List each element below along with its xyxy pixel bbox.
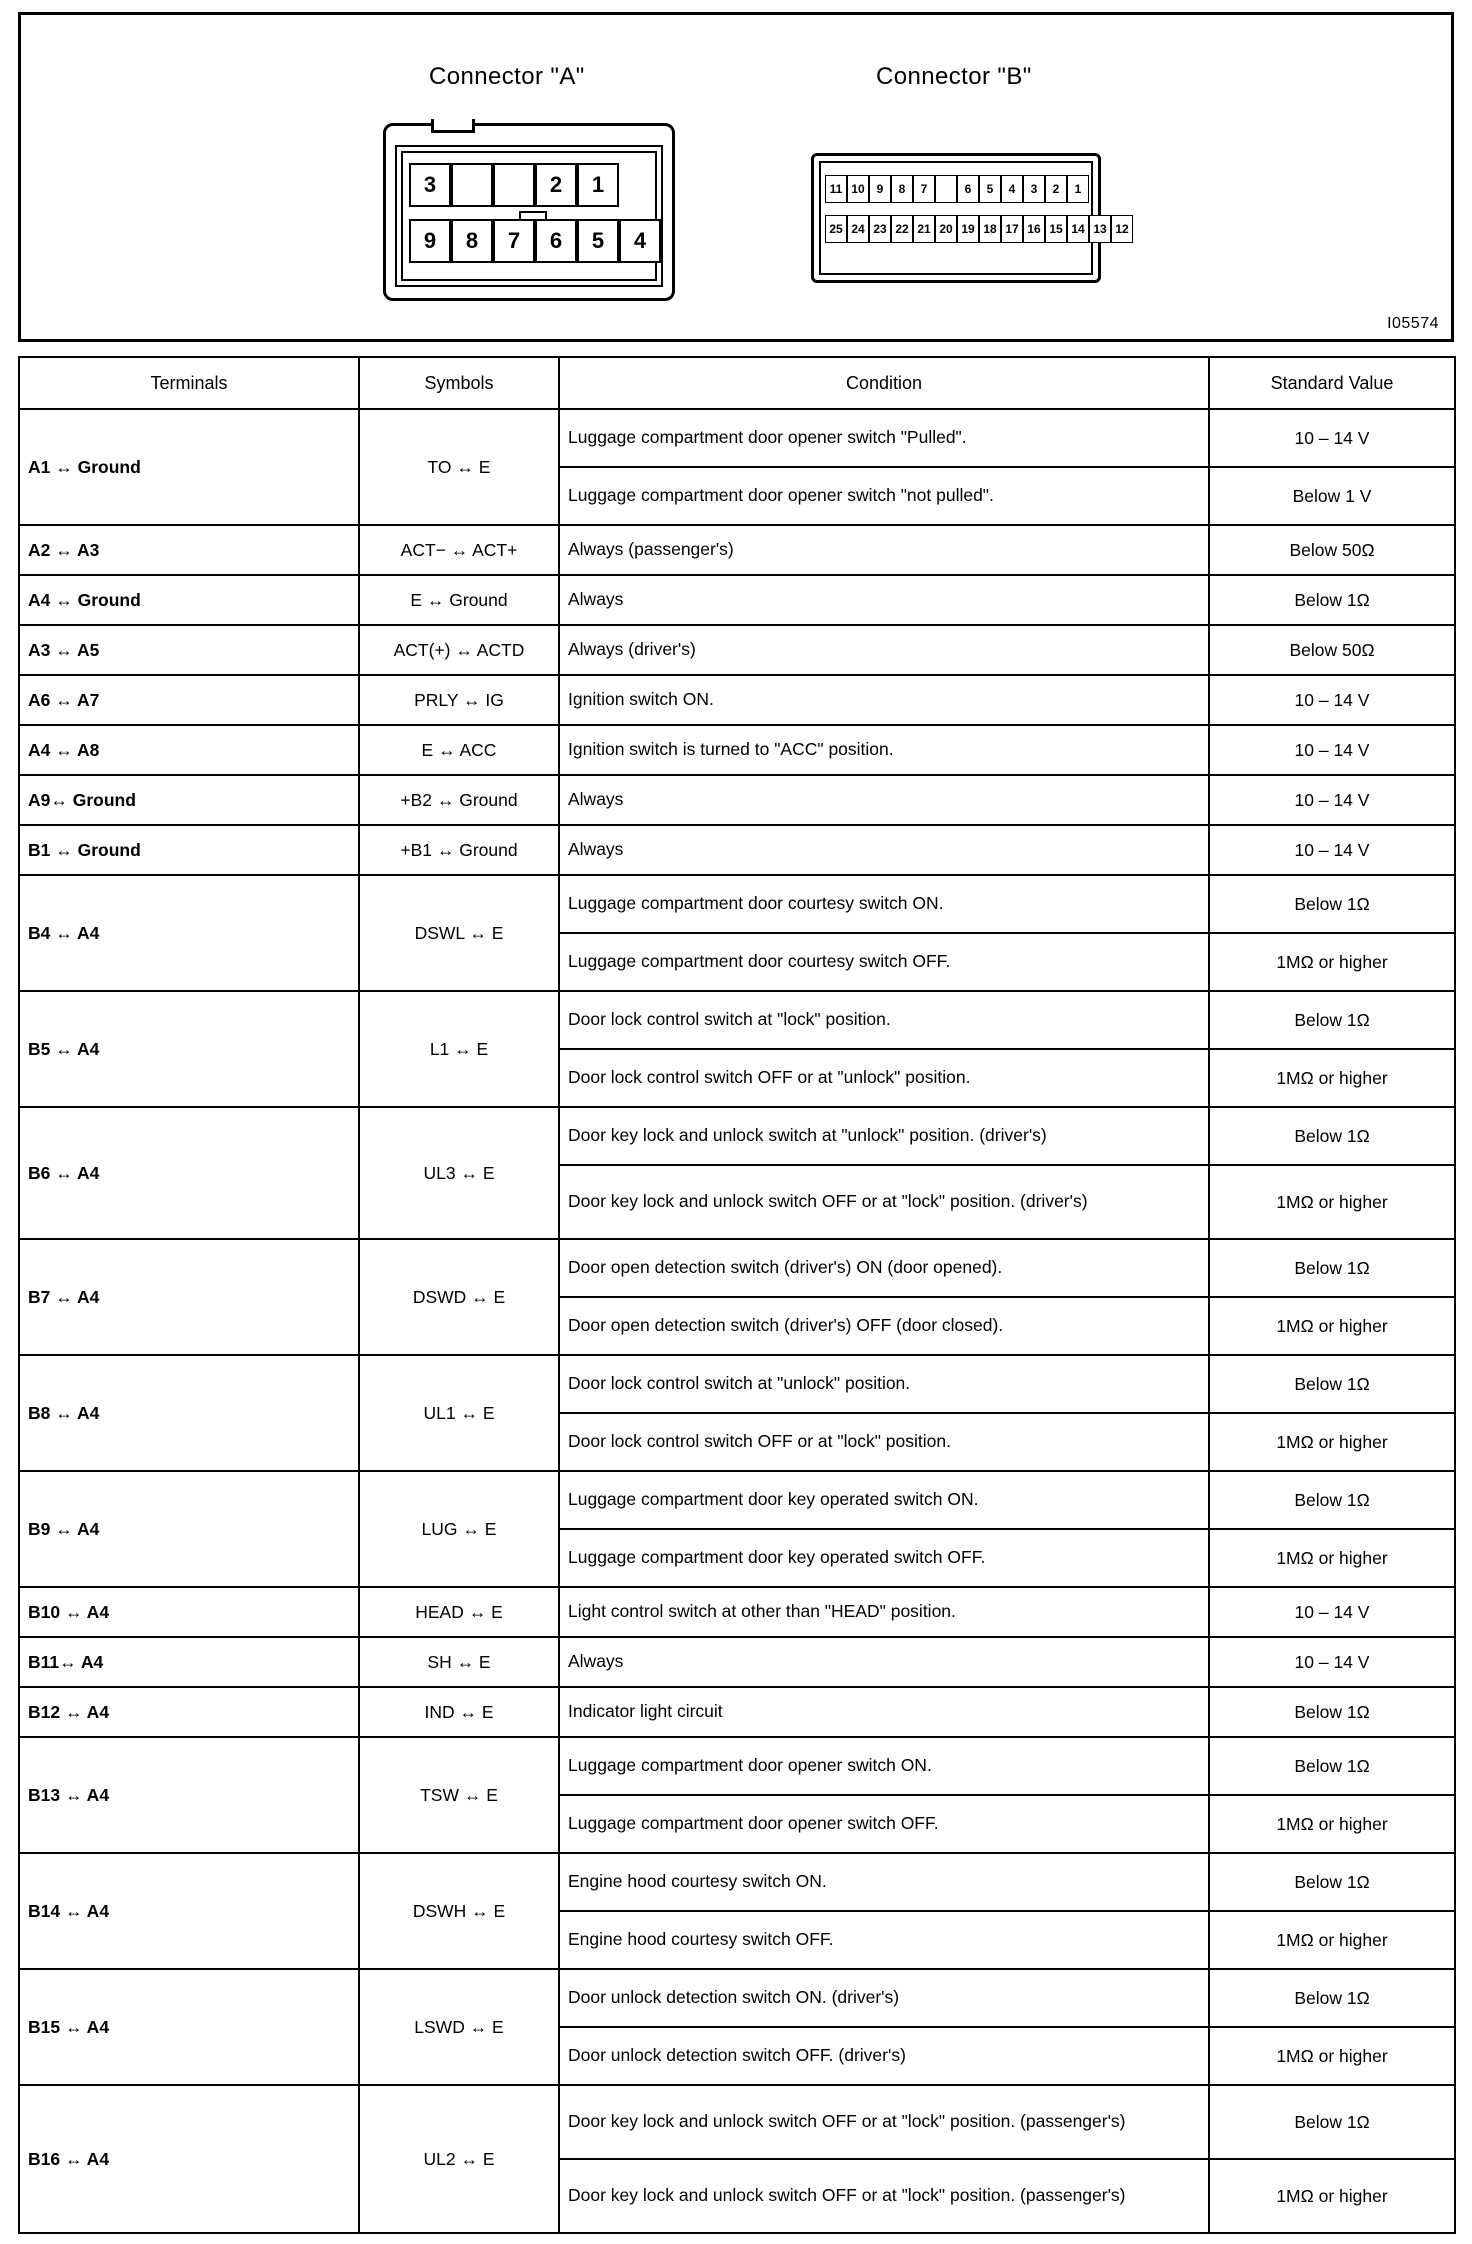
cell-symbols: UL1 ↔ E bbox=[359, 1355, 559, 1471]
cell-condition: Door key lock and unlock switch OFF or at "lock" position. (driver's) bbox=[559, 1165, 1209, 1239]
pin-5: 5 bbox=[577, 219, 619, 263]
cell-condition: Engine hood courtesy switch ON. bbox=[559, 1853, 1209, 1911]
cell-standard-value: Below 1 V bbox=[1209, 467, 1455, 525]
cell-symbols: LSWD ↔ E bbox=[359, 1969, 559, 2085]
pin-3: 3 bbox=[409, 163, 451, 207]
table-row bbox=[19, 875, 1455, 933]
cell-standard-value: 10 – 14 V bbox=[1209, 725, 1455, 775]
cell-condition: Luggage compartment door opener switch "not pulled". bbox=[559, 467, 1209, 525]
cell-terminals: B8 ↔ A4 bbox=[19, 1355, 359, 1471]
cell-condition: Door open detection switch (driver's) ON (door opened). bbox=[559, 1239, 1209, 1297]
cell-terminals: B11↔ A4 bbox=[19, 1637, 359, 1687]
pin-5: 5 bbox=[979, 175, 1001, 203]
cell-terminals: B15 ↔ A4 bbox=[19, 1969, 359, 2085]
cell-condition: Ignition switch ON. bbox=[559, 675, 1209, 725]
cell-standard-value: Below 1Ω bbox=[1209, 1969, 1455, 2027]
pin-12: 12 bbox=[1111, 215, 1133, 243]
pin-6: 6 bbox=[957, 175, 979, 203]
cell-terminals: A6 ↔ A7 bbox=[19, 675, 359, 725]
table-row bbox=[19, 725, 1455, 775]
pin-6: 6 bbox=[535, 219, 577, 263]
table-row bbox=[19, 1471, 1455, 1529]
pin-18: 18 bbox=[979, 215, 1001, 243]
cell-symbols: E ↔ ACC bbox=[359, 725, 559, 775]
cell-condition: Door lock control switch at "unlock" position. bbox=[559, 1355, 1209, 1413]
cell-terminals: A4 ↔ Ground bbox=[19, 575, 359, 625]
cell-standard-value: Below 1Ω bbox=[1209, 875, 1455, 933]
cell-condition: Door key lock and unlock switch OFF or at "lock" position. (passenger's) bbox=[559, 2159, 1209, 2233]
pin-25: 25 bbox=[825, 215, 847, 243]
table-row bbox=[19, 2085, 1455, 2159]
cell-symbols: +B2 ↔ Ground bbox=[359, 775, 559, 825]
connector-b-drawing bbox=[811, 153, 1129, 283]
cell-standard-value: 1MΩ or higher bbox=[1209, 1911, 1455, 1969]
cell-symbols: TO ↔ E bbox=[359, 409, 559, 525]
cell-standard-value: 10 – 14 V bbox=[1209, 825, 1455, 875]
cell-condition: Always bbox=[559, 775, 1209, 825]
cell-standard-value: 1MΩ or higher bbox=[1209, 1297, 1455, 1355]
cell-condition: Door lock control switch OFF or at "lock" position. bbox=[559, 1413, 1209, 1471]
header-terminals: Terminals bbox=[19, 357, 359, 409]
cell-standard-value: Below 1Ω bbox=[1209, 991, 1455, 1049]
cell-standard-value: 1MΩ or higher bbox=[1209, 2159, 1455, 2233]
cell-standard-value: Below 1Ω bbox=[1209, 575, 1455, 625]
cell-terminals: B9 ↔ A4 bbox=[19, 1471, 359, 1587]
table-row bbox=[19, 1239, 1455, 1297]
cell-terminals: B5 ↔ A4 bbox=[19, 991, 359, 1107]
connector-a-tab bbox=[519, 211, 547, 219]
cell-symbols: ACT− ↔ ACT+ bbox=[359, 525, 559, 575]
cell-standard-value: Below 50Ω bbox=[1209, 625, 1455, 675]
cell-standard-value: Below 1Ω bbox=[1209, 1737, 1455, 1795]
cell-terminals: B13 ↔ A4 bbox=[19, 1737, 359, 1853]
cell-standard-value: Below 1Ω bbox=[1209, 1853, 1455, 1911]
pin-1: 1 bbox=[577, 163, 619, 207]
table-row bbox=[19, 825, 1455, 875]
table-row bbox=[19, 991, 1455, 1049]
cell-symbols: PRLY ↔ IG bbox=[359, 675, 559, 725]
cell-condition: Always bbox=[559, 825, 1209, 875]
cell-terminals: B10 ↔ A4 bbox=[19, 1587, 359, 1637]
pin-blank bbox=[451, 163, 493, 207]
cell-terminals: B7 ↔ A4 bbox=[19, 1239, 359, 1355]
cell-terminals: A9↔ Ground bbox=[19, 775, 359, 825]
cell-symbols: ACT(+) ↔ ACTD bbox=[359, 625, 559, 675]
cell-condition: Door unlock detection switch OFF. (driver's) bbox=[559, 2027, 1209, 2085]
header-standard-value: Standard Value bbox=[1209, 357, 1455, 409]
cell-condition: Indicator light circuit bbox=[559, 1687, 1209, 1737]
cell-standard-value: 1MΩ or higher bbox=[1209, 933, 1455, 991]
table-row bbox=[19, 1355, 1455, 1413]
cell-condition: Ignition switch is turned to "ACC" position. bbox=[559, 725, 1209, 775]
pin-blank bbox=[493, 163, 535, 207]
header-symbols: Symbols bbox=[359, 357, 559, 409]
cell-terminals: A1 ↔ Ground bbox=[19, 409, 359, 525]
connector-b-top-pin-row bbox=[825, 175, 1089, 203]
cell-standard-value: 10 – 14 V bbox=[1209, 1637, 1455, 1687]
pin-7: 7 bbox=[493, 219, 535, 263]
cell-condition: Door unlock detection switch ON. (driver's) bbox=[559, 1969, 1209, 2027]
pin-23: 23 bbox=[869, 215, 891, 243]
table-row bbox=[19, 1637, 1455, 1687]
connector-a-title: Connector "A" bbox=[429, 63, 585, 90]
pin-2: 2 bbox=[535, 163, 577, 207]
cell-terminals: B1 ↔ Ground bbox=[19, 825, 359, 875]
cell-terminals: B14 ↔ A4 bbox=[19, 1853, 359, 1969]
table-row bbox=[19, 1107, 1455, 1165]
cell-condition: Door open detection switch (driver's) OFF (door closed). bbox=[559, 1297, 1209, 1355]
cell-condition: Engine hood courtesy switch OFF. bbox=[559, 1911, 1209, 1969]
cell-symbols: SH ↔ E bbox=[359, 1637, 559, 1687]
cell-condition: Luggage compartment door courtesy switch ON. bbox=[559, 875, 1209, 933]
pin-22: 22 bbox=[891, 215, 913, 243]
table-row bbox=[19, 1969, 1455, 2027]
connector-a-notch bbox=[431, 119, 475, 133]
cell-condition: Always bbox=[559, 575, 1209, 625]
cell-standard-value: 1MΩ or higher bbox=[1209, 1529, 1455, 1587]
header-condition: Condition bbox=[559, 357, 1209, 409]
cell-symbols: DSWH ↔ E bbox=[359, 1853, 559, 1969]
table-row bbox=[19, 625, 1455, 675]
cell-condition: Light control switch at other than "HEAD" position. bbox=[559, 1587, 1209, 1637]
cell-symbols: IND ↔ E bbox=[359, 1687, 559, 1737]
cell-condition: Door lock control switch at "lock" position. bbox=[559, 991, 1209, 1049]
cell-symbols: TSW ↔ E bbox=[359, 1737, 559, 1853]
cell-standard-value: Below 1Ω bbox=[1209, 1239, 1455, 1297]
pin-2: 2 bbox=[1045, 175, 1067, 203]
cell-standard-value: 10 – 14 V bbox=[1209, 1587, 1455, 1637]
cell-terminals: B4 ↔ A4 bbox=[19, 875, 359, 991]
pin-19: 19 bbox=[957, 215, 979, 243]
pin-10: 10 bbox=[847, 175, 869, 203]
connector-diagram bbox=[18, 12, 1454, 342]
pin-blank bbox=[935, 175, 957, 203]
cell-condition: Always (passenger's) bbox=[559, 525, 1209, 575]
cell-standard-value: 10 – 14 V bbox=[1209, 675, 1455, 725]
pin-4: 4 bbox=[1001, 175, 1023, 203]
cell-condition: Luggage compartment door opener switch "Pulled". bbox=[559, 409, 1209, 467]
cell-condition: Always (driver's) bbox=[559, 625, 1209, 675]
table-row bbox=[19, 409, 1455, 467]
table-row bbox=[19, 1587, 1455, 1637]
pin-16: 16 bbox=[1023, 215, 1045, 243]
cell-standard-value: 1MΩ or higher bbox=[1209, 2027, 1455, 2085]
cell-terminals: B6 ↔ A4 bbox=[19, 1107, 359, 1239]
cell-symbols: LUG ↔ E bbox=[359, 1471, 559, 1587]
pin-15: 15 bbox=[1045, 215, 1067, 243]
cell-terminals: B12 ↔ A4 bbox=[19, 1687, 359, 1737]
cell-terminals: A2 ↔ A3 bbox=[19, 525, 359, 575]
pin-14: 14 bbox=[1067, 215, 1089, 243]
cell-condition: Luggage compartment door opener switch ON. bbox=[559, 1737, 1209, 1795]
cell-condition: Luggage compartment door key operated switch OFF. bbox=[559, 1529, 1209, 1587]
cell-condition: Door key lock and unlock switch at "unlock" position. (driver's) bbox=[559, 1107, 1209, 1165]
cell-condition: Luggage compartment door opener switch OFF. bbox=[559, 1795, 1209, 1853]
pin-21: 21 bbox=[913, 215, 935, 243]
table-row bbox=[19, 1737, 1455, 1795]
pin-3: 3 bbox=[1023, 175, 1045, 203]
pin-8: 8 bbox=[451, 219, 493, 263]
table-row bbox=[19, 675, 1455, 725]
cell-condition: Door key lock and unlock switch OFF or at "lock" position. (passenger's) bbox=[559, 2085, 1209, 2159]
pin-9: 9 bbox=[409, 219, 451, 263]
cell-condition: Always bbox=[559, 1637, 1209, 1687]
cell-standard-value: Below 1Ω bbox=[1209, 1355, 1455, 1413]
table-header-row bbox=[19, 357, 1455, 409]
cell-terminals: A3 ↔ A5 bbox=[19, 625, 359, 675]
pin-4: 4 bbox=[619, 219, 661, 263]
figure-id: I05574 bbox=[1387, 315, 1439, 332]
cell-symbols: DSWD ↔ E bbox=[359, 1239, 559, 1355]
pin-7: 7 bbox=[913, 175, 935, 203]
cell-standard-value: Below 1Ω bbox=[1209, 1471, 1455, 1529]
cell-standard-value: 1MΩ or higher bbox=[1209, 1049, 1455, 1107]
table-row bbox=[19, 775, 1455, 825]
pin-9: 9 bbox=[869, 175, 891, 203]
cell-standard-value: 1MΩ or higher bbox=[1209, 1165, 1455, 1239]
cell-symbols: +B1 ↔ Ground bbox=[359, 825, 559, 875]
cell-standard-value: 1MΩ or higher bbox=[1209, 1795, 1455, 1853]
pin-20: 20 bbox=[935, 215, 957, 243]
connector-a-bottom-pin-row bbox=[409, 219, 661, 263]
table-row bbox=[19, 1853, 1455, 1911]
cell-standard-value: 10 – 14 V bbox=[1209, 409, 1455, 467]
terminal-spec-table bbox=[18, 356, 1456, 2234]
connector-b-bottom-pin-row bbox=[825, 215, 1133, 243]
connector-a-drawing bbox=[383, 123, 675, 301]
pin-1: 1 bbox=[1067, 175, 1089, 203]
cell-condition: Luggage compartment door courtesy switch OFF. bbox=[559, 933, 1209, 991]
cell-symbols: HEAD ↔ E bbox=[359, 1587, 559, 1637]
pin-8: 8 bbox=[891, 175, 913, 203]
cell-symbols: UL3 ↔ E bbox=[359, 1107, 559, 1239]
cell-condition: Luggage compartment door key operated switch ON. bbox=[559, 1471, 1209, 1529]
connector-b-title: Connector "B" bbox=[876, 63, 1032, 90]
pin-11: 11 bbox=[825, 175, 847, 203]
pin-17: 17 bbox=[1001, 215, 1023, 243]
pin-13: 13 bbox=[1089, 215, 1111, 243]
table-row bbox=[19, 1687, 1455, 1737]
cell-symbols: L1 ↔ E bbox=[359, 991, 559, 1107]
table-row bbox=[19, 575, 1455, 625]
cell-standard-value: Below 1Ω bbox=[1209, 2085, 1455, 2159]
cell-standard-value: 10 – 14 V bbox=[1209, 775, 1455, 825]
cell-standard-value: 1MΩ or higher bbox=[1209, 1413, 1455, 1471]
connector-a-top-pin-row bbox=[409, 163, 619, 207]
cell-standard-value: Below 1Ω bbox=[1209, 1687, 1455, 1737]
cell-symbols: UL2 ↔ E bbox=[359, 2085, 559, 2233]
cell-terminals: A4 ↔ A8 bbox=[19, 725, 359, 775]
cell-symbols: DSWL ↔ E bbox=[359, 875, 559, 991]
cell-terminals: B16 ↔ A4 bbox=[19, 2085, 359, 2233]
cell-symbols: E ↔ Ground bbox=[359, 575, 559, 625]
cell-standard-value: Below 50Ω bbox=[1209, 525, 1455, 575]
cell-condition: Door lock control switch OFF or at "unlock" position. bbox=[559, 1049, 1209, 1107]
pin-24: 24 bbox=[847, 215, 869, 243]
cell-standard-value: Below 1Ω bbox=[1209, 1107, 1455, 1165]
table-row bbox=[19, 525, 1455, 575]
